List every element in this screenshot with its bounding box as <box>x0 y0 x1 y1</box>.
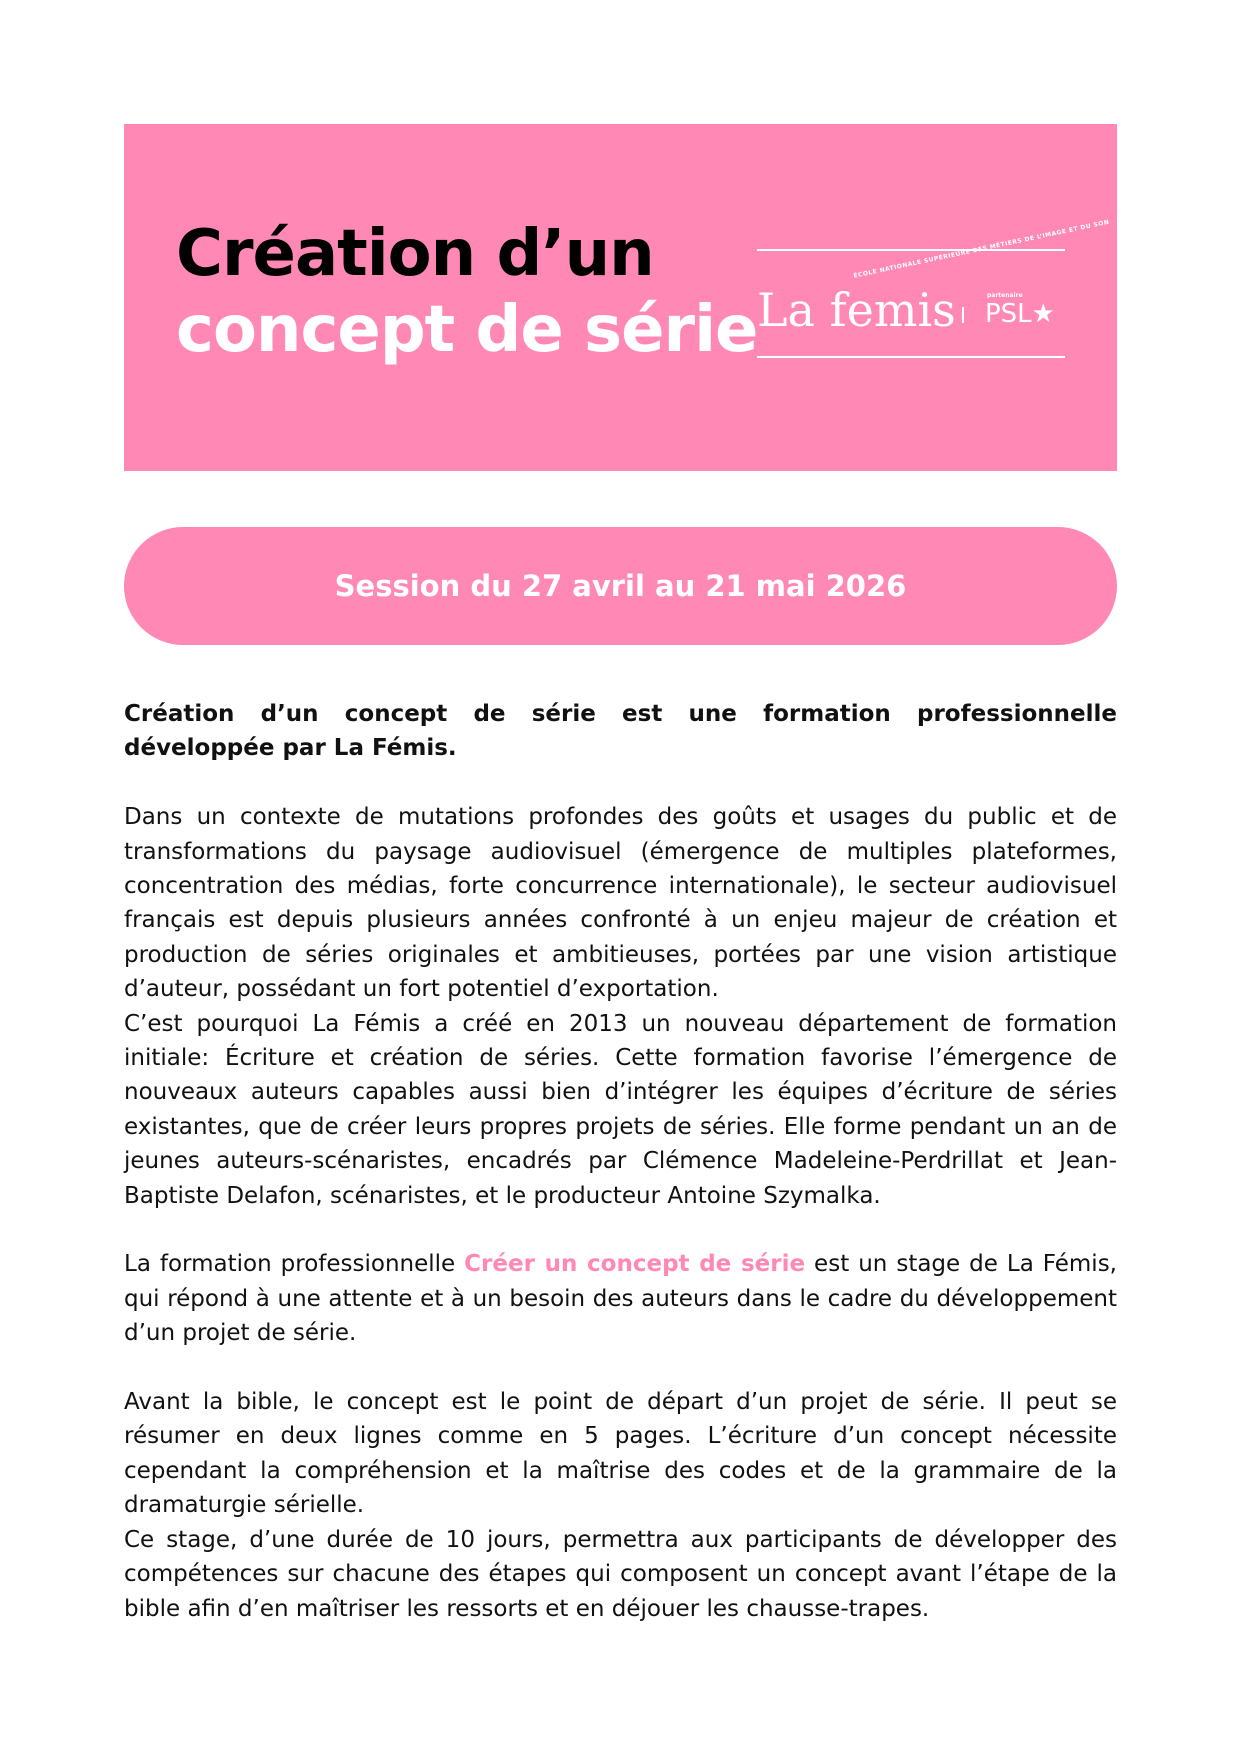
banner-title <box>176 216 757 368</box>
training-text-after: est un stage de La Fémis, qui répond à une attente et à un besoin des auteurs dans le cadre du développement d’un projet de série. <box>124 1251 1117 1347</box>
context-paragraph: Dans un contexte de mutations profondes des goûts et usages du public et de transformations du paysage audiovisuel (émergence de multiples plateformes, concentration des médias, forte concurrence internationale), le secteur audiovisuel français est depuis plusieurs années confronté à un enjeu majeur de création et production de séries originales et ambitieuses, portées par une vision artistique d’auteur, possédant un fort potentiel d’exportation. <box>124 804 1117 1003</box>
training-paragraph <box>124 1247 1117 1350</box>
banner-title-line2: concept de série <box>176 293 758 367</box>
logo-partner-label: partenaire <box>987 292 1023 299</box>
paragraph-gap <box>124 1213 1117 1247</box>
paragraph-gap <box>124 766 1117 800</box>
logo-brand: La femis <box>757 283 956 337</box>
la-femis-logo <box>757 218 1111 358</box>
stage-paragraph: Ce stage, d’une durée de 10 jours, permettra aux participants de développer des compétences sur chacune des étapes qui composent un concept avant l’étape de la bible afin d’en maîtriser les ressorts et en déjouer les chausse-trapes. <box>124 1526 1117 1622</box>
logo-tagline: ÉCOLE NATIONALE SUPÉRIEURE DES MÉTIERS DE L’IMAGE ET DU SON <box>853 218 1111 280</box>
logo-top-rule <box>757 249 1065 251</box>
paragraph-gap <box>124 1351 1117 1385</box>
document-body <box>124 697 1117 1626</box>
logo-bottom-rule <box>757 356 1065 358</box>
psl-logo: PSL★ <box>985 299 1055 329</box>
session-dates-banner <box>124 527 1117 645</box>
training-text-before: La formation professionnelle <box>124 1251 465 1278</box>
training-title-highlight: Créer un concept de série <box>464 1251 806 1278</box>
logo-separator <box>962 307 964 323</box>
lead-paragraph: Création d’un concept de série est une formation professionnelle développée par La Fémis. <box>124 701 1117 762</box>
concept-paragraph: Avant la bible, le concept est le point de départ d’un projet de série. Il peut se résumer en deux lignes comme en 5 pages. L’écriture d’un concept nécessite cependant la compréhension et la maîtrise des codes et de la grammaire de la dramaturgie sérielle. <box>124 1389 1117 1519</box>
header-banner <box>124 124 1117 471</box>
session-dates-label: Session du 27 avril au 21 mai 2026 <box>334 569 907 603</box>
banner-title-line1: Création d’un <box>176 217 654 291</box>
department-paragraph: C’est pourquoi La Fémis a créé en 2013 un nouveau département de formation initiale: Écriture et création de séries. Cette formation favorise l’émergence de nouveaux auteurs capables aussi bien d’intégrer les équipes d’écriture de séries existantes, que de créer leurs propres projets de séries. Elle forme pendant un an de jeunes auteurs-scénaristes, encadrés par Clémence Madeleine-Perdrillat et Jean-Baptiste Delafon, scénaristes, et le producteur Antoine Szymalka. <box>124 1010 1117 1209</box>
